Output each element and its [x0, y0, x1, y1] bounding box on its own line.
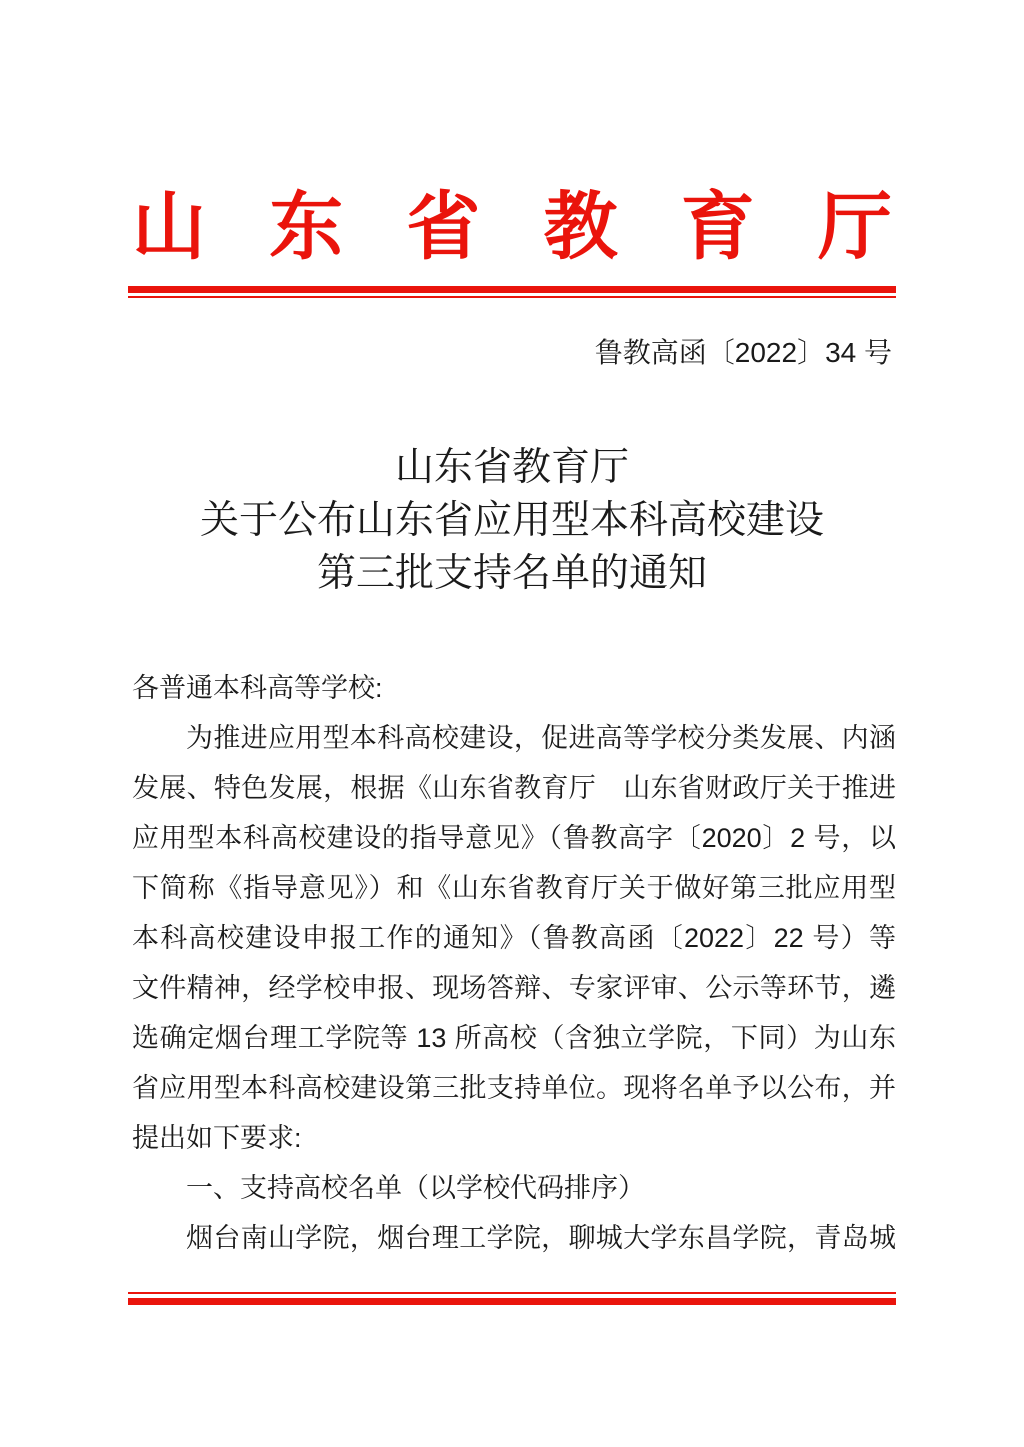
- body-line: 烟台南山学院，烟台理工学院，聊城大学东昌学院，青岛城: [186, 1223, 896, 1253]
- body-line: 本科高校建设申报工作的通知》（鲁教高函〔2022〕22 号）等: [132, 923, 896, 953]
- body-line: 下简称《指导意见》）和《山东省教育厅关于做好第三批应用型: [132, 873, 896, 903]
- body-line: 提出如下要求:: [132, 1123, 302, 1153]
- header-divider-thick: [128, 286, 896, 293]
- title-line-1: 山东省教育厅: [394, 446, 629, 489]
- document-body: [132, 663, 896, 1263]
- title-line-2: 关于公布山东省应用型本科高校建设: [199, 499, 824, 542]
- doc-number: 鲁教高函〔2022〕34 号: [594, 337, 892, 368]
- title-line-3: 第三批支持名单的通知: [316, 552, 707, 595]
- header-divider-thin: [128, 296, 896, 298]
- body-line: 为推进应用型本科高校建设，促进高等学校分类发展、内涵: [186, 723, 896, 753]
- document-title: [128, 441, 896, 600]
- body-line: 应用型本科高校建设的指导意见》（鲁教高字〔2020〕2 号，以: [132, 823, 896, 853]
- footer-divider-thick: [128, 1298, 896, 1305]
- body-line: 省应用型本科高校建设第三批支持单位。现将名单予以公布，并: [132, 1073, 896, 1103]
- body-line: 选确定烟台理工学院等 13 所高校（含独立学院，下同）为山东: [132, 1023, 896, 1053]
- section-heading: 一、支持高校名单（以学校代码排序）: [186, 1173, 645, 1203]
- salutation: 各普通本科高等学校:: [132, 673, 383, 703]
- body-line: 文件精神，经学校申报、现场答辩、专家评审、公示等环节，遴: [132, 973, 896, 1003]
- agency-masthead: 山 东 省 教 育 厅: [132, 185, 892, 268]
- body-line: 发展、特色发展，根据《山东省教育厅 山东省财政厅关于推进: [132, 773, 896, 803]
- footer-divider-thin: [128, 1292, 896, 1294]
